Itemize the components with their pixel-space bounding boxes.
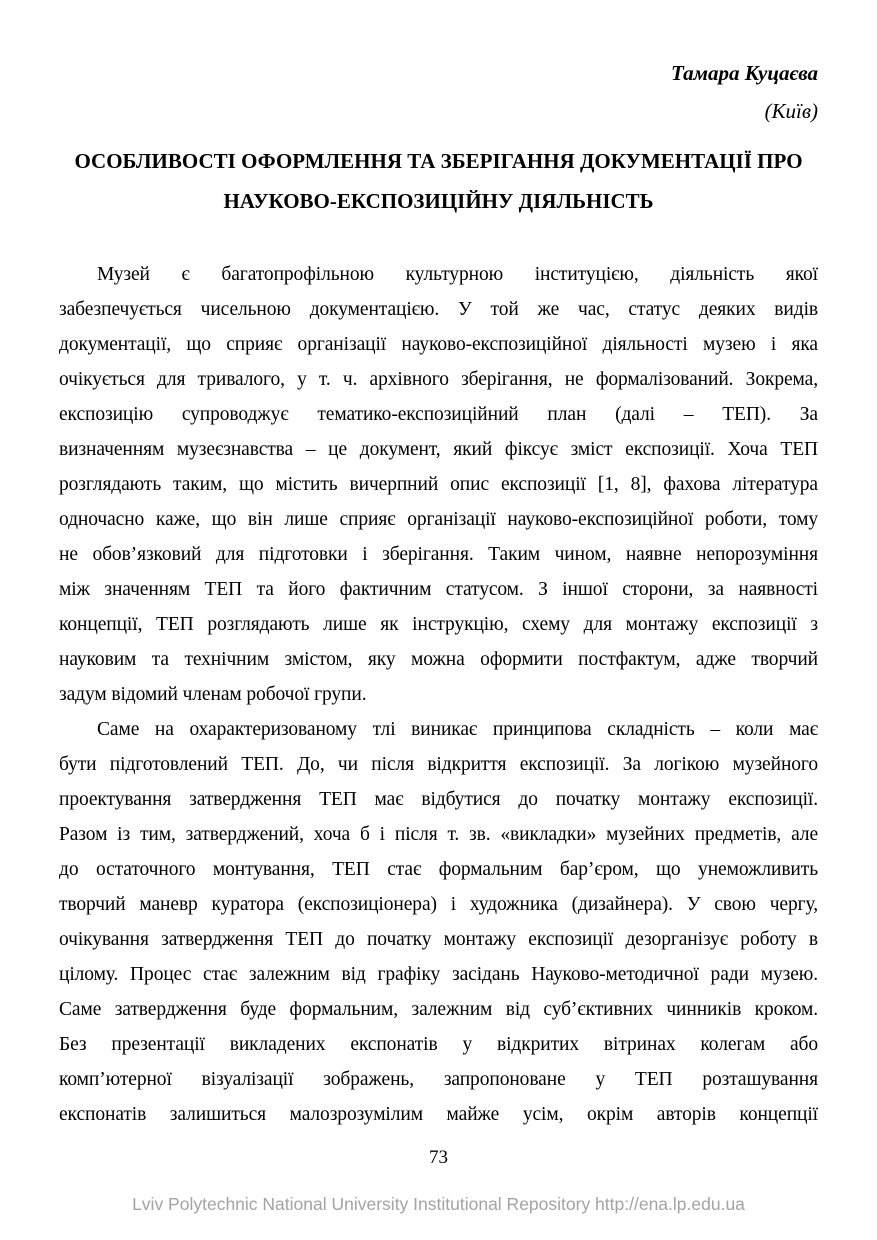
text-line: проектування затвердження ТЕП має відбутися до початку монтажу експозиції. bbox=[59, 789, 818, 810]
text-line: експонатів залишиться малозрозумілим майже усім, окрім авторів концепції bbox=[59, 1104, 818, 1125]
text-line: забезпечується чисельною документацією. У той же час, статус деяких видів bbox=[59, 299, 818, 320]
text-line: очікується для тривалого, у т. ч. архівного зберігання, не формалізований. Зокрема, bbox=[59, 369, 818, 390]
paragraph bbox=[59, 257, 818, 712]
text-line: комп’ютерної візуалізації зображень, запропоноване у ТЕП розташування bbox=[59, 1069, 818, 1090]
text-line: Без презентації викладених експонатів у відкритих вітринах колегам або bbox=[59, 1034, 818, 1055]
text-line: задум відомий членам робочої групи. bbox=[59, 684, 367, 705]
text-line: цілому. Процес стає залежним від графіку засідань Науково-методичної ради музею. bbox=[59, 964, 818, 985]
text-line: документації, що сприяє організації науково-експозиційної діяльності музею і яка bbox=[59, 334, 818, 355]
page-number: 73 bbox=[429, 1147, 448, 1168]
repository-footer: Lviv Polytechnic National University Institutional Repository http://ena.lp.edu.ua bbox=[132, 1194, 745, 1214]
page-title bbox=[59, 141, 818, 221]
text-line: одночасно каже, що він лише сприяє організації науково-експозиційної роботи, тому bbox=[59, 509, 818, 530]
text-line: визначенням музеєзнавства – це документ, який фіксує зміст експозиції. Хоча ТЕП bbox=[59, 439, 818, 460]
article-body bbox=[59, 257, 818, 1132]
text-line: Разом із тим, затверджений, хоча б і після т. зв. «викладки» музейних предметів, але bbox=[59, 824, 818, 845]
text-line: до остаточного монтування, ТЕП стає формальним бар’єром, що унеможливить bbox=[59, 859, 818, 880]
text-line: творчий маневр куратора (експозиціонера) і художника (дизайнера). У свою чергу, bbox=[59, 894, 818, 915]
text-line: між значенням ТЕП та його фактичним статусом. З іншої сторони, за наявності bbox=[59, 579, 818, 600]
text-line: розглядають таким, що містить вичерпний опис експозиції [1, 8], фахова література bbox=[59, 474, 818, 495]
text-line: Саме затвердження буде формальним, залежним від суб’єктивних чинників кроком. bbox=[59, 999, 818, 1020]
text-line: концепції, ТЕП розглядають лише як інструкцію, схему для монтажу експозиції з bbox=[59, 614, 818, 635]
paragraph bbox=[59, 712, 818, 1132]
text-line: бути підготовлений ТЕП. До, чи після відкриття експозиції. За логікою музейного bbox=[59, 754, 818, 775]
text-line: не обов’язковий для підготовки і зберігання. Таким чином, наявне непорозуміння bbox=[59, 544, 818, 565]
text-line: науковим та технічним змістом, яку можна оформити постфактум, адже творчий bbox=[59, 649, 818, 670]
text-line: експозицію супроводжує тематико-експозиційний план (далі – ТЕП). За bbox=[59, 404, 818, 425]
text-line: Саме на охарактеризованому тлі виникає принципова складність – коли має bbox=[97, 719, 818, 740]
author-location: (Київ) bbox=[764, 99, 818, 123]
text-line: очікування затвердження ТЕП до початку монтажу експозиції дезорганізує роботу в bbox=[59, 929, 818, 950]
page-title-line-1: ОСОБЛИВОСТІ ОФОРМЛЕННЯ ТА ЗБЕРІГАННЯ ДОКУМЕНТАЦІЇ ПРО bbox=[74, 149, 803, 173]
text-line: Музей є багатопрофільною культурною інституцією, діяльність якої bbox=[97, 264, 818, 285]
page-title-line-2: НАУКОВО-ЕКСПОЗИЦІЙНУ ДІЯЛЬНІСТЬ bbox=[223, 189, 654, 213]
author-name: Тамара Куцаєва bbox=[671, 61, 818, 85]
